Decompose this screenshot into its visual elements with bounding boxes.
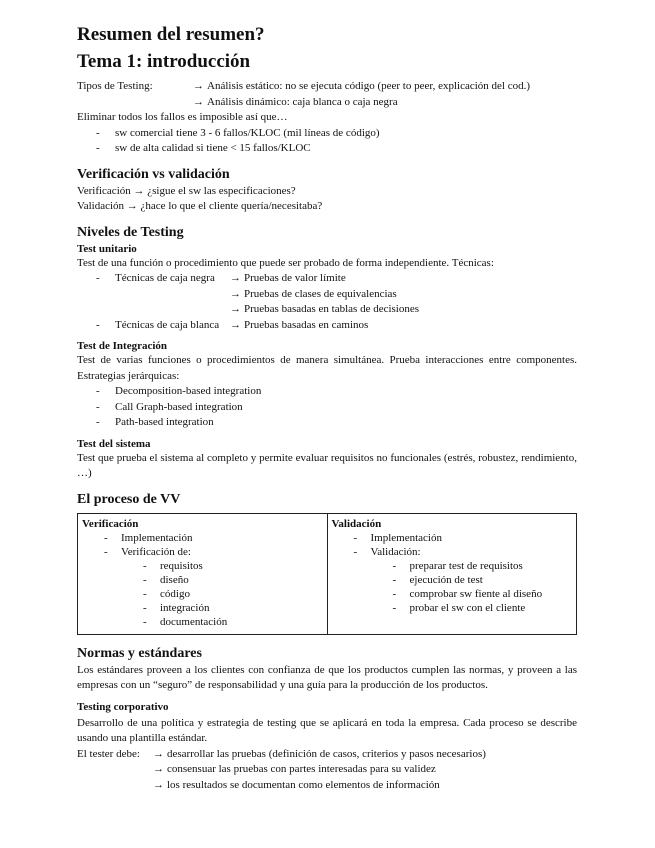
list-item: - Implementación: [353, 531, 442, 544]
arrow-icon: →: [153, 763, 164, 775]
list-item: - Verificación de:: [104, 545, 191, 558]
list-item: - integración: [143, 601, 210, 614]
arrow-icon: →: [153, 747, 164, 760]
vv-process-table: [77, 513, 577, 635]
list-item: - Validación:: [353, 545, 421, 558]
unitario-text: Test de una función o procedimiento que puede ser probado de forma independiente. Técnicas:: [77, 256, 494, 269]
integracion-text: Test de varias funciones o procedimientos de manera simultánea. Prueba interacciones entre componentes. Estrategias jerárquicas:: [77, 354, 577, 382]
list-item: - diseño: [143, 573, 189, 586]
arrow-icon: →: [193, 95, 204, 108]
list-item: - Técnicas de caja negra → Pruebas de valor límite: [77, 271, 577, 287]
tipos-estatico: Análisis estático: no se ejecuta código (peer to peer, explicación del cod.): [207, 80, 531, 92]
validacion-cell-title: Validación: [331, 517, 382, 530]
integracion-heading: Test de Integración: [77, 340, 168, 352]
list-item: - código: [143, 587, 190, 600]
proceso-heading: El proceso de VV: [77, 491, 181, 507]
arrow-icon: →: [193, 80, 204, 92]
tester-row-3: → los resultados se documentan como elementos de información: [77, 778, 577, 794]
corporativo-heading: Testing corporativo: [77, 700, 169, 713]
tipos-label: Tipos de Testing:: [77, 80, 153, 92]
verificacion-cell-title: Verificación: [82, 517, 139, 530]
list-item: - sw comercial tiene 3 - 6 fallos/KLOC (mil líneas de código): [96, 126, 380, 139]
verificacion-text: Verificación → ¿sigue el sw las especificaciones?: [77, 184, 296, 197]
list-item: - Decomposition-based integration: [96, 385, 262, 397]
tema-title: Tema 1: introducción: [77, 51, 251, 72]
list-item: - Implementación: [104, 531, 193, 544]
tester-label: El tester debe:: [77, 747, 140, 760]
normas-heading: Normas y estándares: [77, 645, 202, 661]
tipos-dinamico: Análisis dinámico: caja blanca o caja negra: [207, 95, 398, 108]
list-item: - sw de alta calidad si tiene < 15 fallos/KLOC: [96, 142, 311, 154]
list-item: - preparar test de requisitos: [392, 559, 523, 572]
arrow-icon: →: [230, 272, 241, 284]
list-item: - documentación: [143, 615, 228, 628]
list-item: - Técnicas de caja blanca → Pruebas basadas en caminos: [77, 318, 577, 334]
normas-text: Los estándares proveen a los clientes con confianza de que los productos cumplen las normas, y proveen a las empresas con un “seguro” de responsabilidad y una guía para la producción de los productos.: [77, 663, 577, 691]
verificacion-cell: [78, 513, 328, 634]
list-item: - Path-based integration: [96, 416, 214, 428]
caja-blanca-label: Técnicas de caja blanca: [115, 318, 220, 331]
document-page: [77, 22, 577, 793]
arrow-icon: →: [230, 318, 241, 331]
niveles-heading: Niveles de Testing: [77, 224, 184, 240]
tipos-row-2: [77, 95, 577, 111]
tipos-row-1: [77, 79, 577, 95]
arrow-icon: →: [230, 303, 241, 315]
caja-negra-label: Técnicas de caja negra: [115, 272, 215, 284]
eliminar-text: Eliminar todos los fallos es imposible así que…: [77, 111, 288, 123]
arrow-icon: →: [153, 778, 164, 791]
vv-heading: Verificación vs validación: [77, 166, 230, 182]
sistema-text: Test que prueba el sistema al completo y permite evaluar requisitos no funcionales (estrés, robustez, rendimiento, …): [77, 451, 577, 479]
list-item: → Pruebas de clases de equivalencias: [77, 287, 577, 303]
list-item: - ejecución de test: [392, 573, 483, 586]
arrow-icon: →: [230, 287, 241, 300]
sistema-heading: Test del sistema: [77, 437, 151, 450]
unitario-heading: Test unitario: [77, 242, 137, 255]
list-item: - probar el sw con el cliente: [392, 601, 526, 614]
list-item: - Call Graph-based integration: [96, 400, 243, 413]
list-item: → Pruebas basadas en tablas de decisiones: [77, 302, 577, 318]
corporativo-text: Desarrollo de una política y estrategia de testing que se aplicará en toda la empresa. Cada proceso se describe usando una plantilla estándar.: [77, 716, 577, 744]
validacion-cell: [327, 513, 577, 634]
list-item: - comprobar sw fiente al diseño: [392, 587, 543, 600]
main-title: Resumen del resumen?: [77, 24, 265, 45]
list-item: - requisitos: [143, 559, 203, 572]
tester-row-1: El tester debe: → desarrollar las pruebas (definición de casos, criterios y pasos necesarios): [77, 747, 577, 763]
tester-row-2: → consensuar las pruebas con partes interesadas para su validez: [77, 762, 577, 778]
validacion-text: Validación → ¿hace lo que el cliente quería/necesitaba?: [77, 200, 323, 212]
